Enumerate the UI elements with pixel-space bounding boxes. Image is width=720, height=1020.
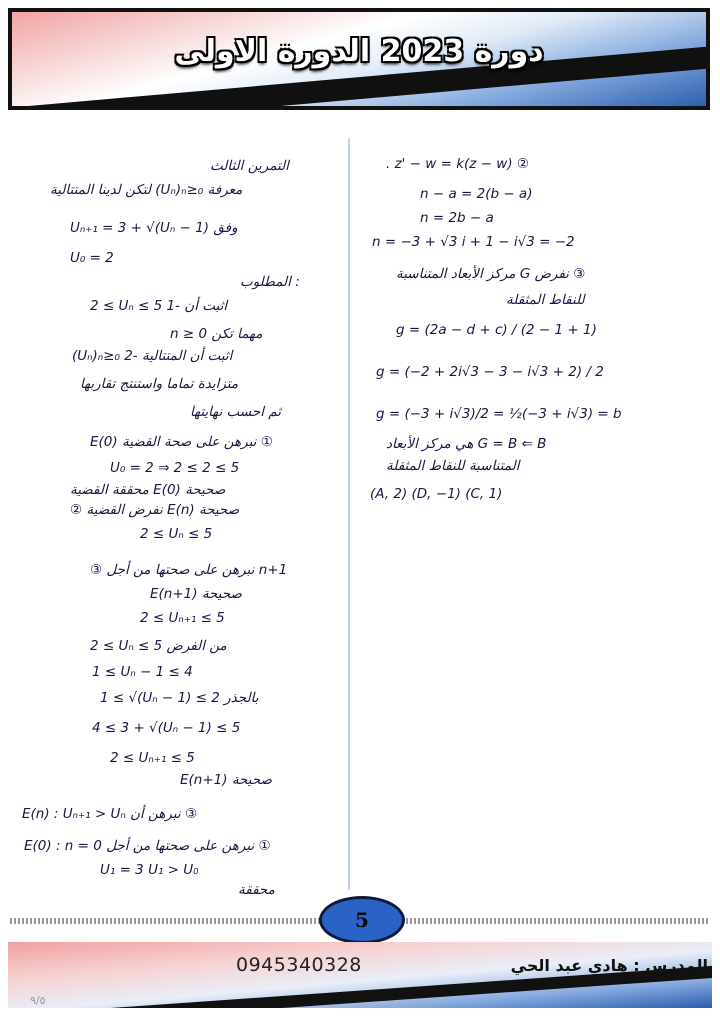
left-column-line: E(n+1) صحيحة — [180, 772, 273, 788]
left-column-line: 2 ≤ Uₙ ≤ 5 من الفرض — [90, 638, 227, 654]
right-column-line: n = 2b − a — [420, 210, 494, 226]
left-column-line: التمرين الثالث — [210, 158, 289, 174]
right-column-line: G = B ⇐ B هي مركز الأبعاد — [386, 436, 547, 452]
right-column-line: ③ نفرض G مركز الأبعاد المتناسبة — [396, 266, 586, 282]
left-column-line: 2 ≤ Uₙ₊₁ ≤ 5 — [110, 750, 195, 766]
left-column-line: U₁ = 3 U₁ > U₀ — [100, 862, 199, 878]
right-column-line: للنقاط المثقلة — [506, 292, 585, 308]
right-column-line: g = (−3 + i√3)/2 = ½(−3 + i√3) = b — [376, 406, 622, 422]
column-divider — [348, 138, 350, 890]
left-column-line: Uₙ₊₁ = 3 + √(Uₙ − 1) وفق — [70, 220, 238, 236]
left-column-line: ثم احسب نهايتها — [190, 404, 281, 420]
left-column — [10, 142, 346, 902]
left-column-line: E(0) نبرهن على صحة القضية ① — [90, 434, 273, 450]
corner-mark: ٩/٥ — [30, 994, 46, 1007]
left-column-line: محققة القضية E(0) صحيحة — [70, 482, 226, 498]
left-column-line: E(n) : Uₙ₊₁ > Uₙ نبرهن أن ③ — [22, 806, 198, 822]
right-column-line: n = −3 + √3 i + 1 − i√3 = −2 — [372, 234, 575, 250]
left-column-line: محققة — [238, 882, 275, 898]
header-banner — [8, 8, 710, 110]
left-column-line: U₀ = 2 — [70, 250, 114, 266]
left-column-line: 1 ≤ Uₙ − 1 ≤ 4 — [92, 664, 193, 680]
left-column-line: المطلوب : — [240, 274, 300, 290]
teacher-phone: 0945340328 — [236, 954, 362, 976]
left-column-line: 4 ≤ 3 + √(Uₙ − 1) ≤ 5 — [92, 720, 241, 736]
left-column-line: E(0) : n = 0 نبرهن على صحتها من أجل ① — [24, 838, 271, 854]
left-column-line: متزايدة تماما واستنتج تقاربها — [80, 376, 239, 392]
right-column — [356, 142, 706, 542]
left-column-line: ③ نبرهن على صحتها من أجل n+1 — [90, 562, 288, 578]
left-column-line: 2 ≤ Uₙ₊₁ ≤ 5 — [140, 610, 225, 626]
teacher-name: المدرس : هادي عبد الحي — [510, 956, 708, 975]
right-column-line: ② z' − w = k(z − w) . — [386, 156, 529, 172]
page-title: دورة 2023 الدورة الاولى — [174, 34, 544, 69]
right-column-line: n − a = 2(b − a) — [420, 186, 533, 202]
right-column-line: المتناسبة للنقاط المثقلة — [386, 458, 520, 474]
left-column-line: 2 ≤ Uₙ ≤ 5 — [140, 526, 213, 542]
left-column-line: 2 ≤ Uₙ ≤ 5 اثبت أن -1 — [90, 298, 228, 314]
left-column-line: E(n+1) صحيحة — [150, 586, 243, 602]
left-column-line: n ≥ 0 مهما تكن — [170, 326, 263, 342]
right-column-line: g = (2a − d + c) / (2 − 1 + 1) — [396, 322, 597, 338]
left-column-line: لتكن لدينا المتتالية (Uₙ)ₙ≥₀ معرفة — [50, 182, 243, 198]
right-column-line: (C, 1) (D, −1) (A, 2) — [370, 486, 503, 502]
left-column-line: ② نفرض القضية E(n) صحيحة — [70, 502, 240, 518]
left-column-line: 1 ≤ √(Uₙ − 1) ≤ 2 بالجذر — [100, 690, 259, 706]
right-column-line: g = (−2 + 2i√3 − 3 − i√3 + 2) / 2 — [376, 364, 604, 380]
left-column-line: U₀ = 2 ⇒ 2 ≤ 2 ≤ 5 — [110, 460, 240, 476]
page-number-badge: 5 — [319, 896, 405, 944]
left-column-line: (Uₙ)ₙ≥₀ اثبت أن المتتالية -2 — [72, 348, 233, 364]
